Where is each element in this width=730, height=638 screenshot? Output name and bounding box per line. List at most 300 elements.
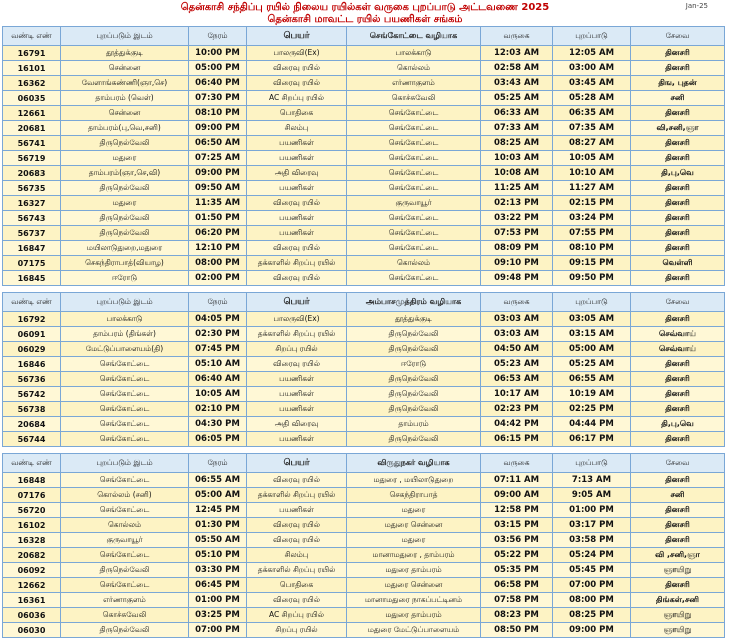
train-number-cell: 56738 — [3, 402, 61, 417]
column-header-departure: புறப்பாடு — [553, 293, 631, 312]
origin-cell: செங்கோட்டை — [61, 548, 189, 563]
departure-time-cell: 06:05 PM — [189, 432, 247, 447]
service-days-cell: தினசரி — [631, 151, 725, 166]
service-days-cell: தினசரி — [631, 402, 725, 417]
origin-cell: திருநெல்வேலி — [61, 181, 189, 196]
arrival-cell: 10:17 AM — [481, 387, 553, 402]
train-number-cell: 06029 — [3, 342, 61, 357]
destination-cell: செகந்திராபாத் — [347, 488, 481, 503]
service-days-cell: செவ்வாய் — [631, 342, 725, 357]
origin-cell: செங்கோட்டை — [61, 473, 189, 488]
train-name-cell: விரைவு ரயில் — [247, 593, 347, 608]
train-number-cell: 07176 — [3, 488, 61, 503]
arrival-cell: 12:58 PM — [481, 503, 553, 518]
train-name-cell: பயணிகள் — [247, 387, 347, 402]
train-number-cell: 16846 — [3, 357, 61, 372]
service-days-cell: தினசரி — [631, 196, 725, 211]
column-header-departure-time: நேரம் — [189, 27, 247, 46]
service-days-cell: தினசரி — [631, 136, 725, 151]
destination-cell: செங்கோட்டை — [347, 271, 481, 286]
table-row — [3, 46, 725, 61]
destination-cell: மதுரை — [347, 503, 481, 518]
section-spacer — [3, 447, 725, 454]
origin-cell: செகந்திராபாத்(வியாழ) — [61, 256, 189, 271]
departure-time-cell: 09:00 PM — [189, 121, 247, 136]
departure-time-cell: 06:20 PM — [189, 226, 247, 241]
origin-cell: வேளாங்கண்ணி(ஞா,செ) — [61, 76, 189, 91]
table-row — [3, 387, 725, 402]
service-days-cell: செவ்வாய் — [631, 327, 725, 342]
train-name-cell: அதி விரைவு — [247, 417, 347, 432]
departure-time-cell: 02:30 PM — [189, 327, 247, 342]
departure-time-cell: 04:30 PM — [189, 417, 247, 432]
train-name-cell: தக்காளில் சிறப்பு ரயில் — [247, 563, 347, 578]
departure-time-cell: 07:45 PM — [189, 342, 247, 357]
departure-cell: 10:05 AM — [553, 151, 631, 166]
origin-cell: செங்கோட்டை — [61, 503, 189, 518]
departure-cell: 05:28 AM — [553, 91, 631, 106]
column-header-service-days: சேவை — [631, 293, 725, 312]
origin-cell: திருநெல்வேலி — [61, 623, 189, 638]
train-name-cell: பயணிகள் — [247, 503, 347, 518]
departure-cell: 08:25 PM — [553, 608, 631, 623]
service-days-cell: வி ,சனி,ஞா — [631, 548, 725, 563]
arrival-cell: 03:43 AM — [481, 76, 553, 91]
table-row — [3, 432, 725, 447]
service-days-cell: தினசரி — [631, 357, 725, 372]
train-name-cell: விரைவு ரயில் — [247, 241, 347, 256]
column-header-destination: செங்கோட்டை வழியாக — [347, 27, 481, 46]
destination-cell: திருநெல்வேலி — [347, 342, 481, 357]
train-name-cell: பயணிகள் — [247, 151, 347, 166]
train-number-cell: 56735 — [3, 181, 61, 196]
origin-cell: பாலக்காடு — [61, 312, 189, 327]
train-name-cell: பயணிகள் — [247, 372, 347, 387]
origin-cell: திருநெல்வேலி — [61, 211, 189, 226]
departure-time-cell: 05:00 AM — [189, 488, 247, 503]
section-spacer — [3, 286, 725, 293]
departure-cell: 08:00 PM — [553, 593, 631, 608]
train-name-cell: பொதிகை — [247, 106, 347, 121]
departure-time-cell: 07:00 PM — [189, 623, 247, 638]
destination-cell: கொல்லம் — [347, 256, 481, 271]
table-row — [3, 256, 725, 271]
timetable — [2, 26, 725, 638]
train-name-cell: பயணிகள் — [247, 181, 347, 196]
train-number-cell: 16848 — [3, 473, 61, 488]
destination-cell: திருநெல்வேலி — [347, 372, 481, 387]
departure-cell: 03:58 PM — [553, 533, 631, 548]
table-row — [3, 578, 725, 593]
table-row — [3, 312, 725, 327]
column-header-destination: விருதுநகர் வழியாக — [347, 454, 481, 473]
train-number-cell: 16328 — [3, 533, 61, 548]
departure-time-cell: 06:40 AM — [189, 372, 247, 387]
train-number-cell: 06035 — [3, 91, 61, 106]
departure-cell: 07:00 PM — [553, 578, 631, 593]
departure-time-cell: 02:00 PM — [189, 271, 247, 286]
column-header-train-number: வண்டி எண் — [3, 293, 61, 312]
origin-cell: மேட்டுப்பாளையம்(தி) — [61, 342, 189, 357]
train-name-cell: விரைவு ரயில் — [247, 76, 347, 91]
destination-cell: தூத்துக்குடி — [347, 312, 481, 327]
origin-cell: மயிலாடுதுறை,மதுரை — [61, 241, 189, 256]
origin-cell: செங்கோட்டை — [61, 417, 189, 432]
table-row — [3, 226, 725, 241]
arrival-cell: 10:03 AM — [481, 151, 553, 166]
departure-cell: 05:45 PM — [553, 563, 631, 578]
origin-cell: தூத்துக்குடி — [61, 46, 189, 61]
train-number-cell: 16102 — [3, 518, 61, 533]
train-number-cell: 56720 — [3, 503, 61, 518]
train-name-cell: அதி விரைவு — [247, 166, 347, 181]
table-row — [3, 121, 725, 136]
departure-time-cell: 05:10 PM — [189, 548, 247, 563]
destination-cell: மானாமதுரை , தாம்பரம் — [347, 548, 481, 563]
destination-cell: மதுரை தாம்பரம் — [347, 563, 481, 578]
train-number-cell: 06036 — [3, 608, 61, 623]
train-name-cell: தக்காளில் சிறப்பு ரயில் — [247, 327, 347, 342]
table-row — [3, 563, 725, 578]
arrival-cell: 08:50 PM — [481, 623, 553, 638]
train-name-cell: விரைவு ரயில் — [247, 271, 347, 286]
departure-time-cell: 03:30 PM — [189, 563, 247, 578]
service-days-cell: ஞாயிறு — [631, 608, 725, 623]
page-subtitle: தென்காசி மாவட்ட ரயில் பயணிகள் சங்கம் — [267, 14, 463, 25]
train-name-cell: பயணிகள் — [247, 432, 347, 447]
train-name-cell: பயணிகள் — [247, 136, 347, 151]
train-number-cell: 07175 — [3, 256, 61, 271]
destination-cell: பாலக்காடு — [347, 46, 481, 61]
destination-cell: திருநெல்வேலி — [347, 402, 481, 417]
arrival-cell: 08:09 PM — [481, 241, 553, 256]
service-days-cell: திங, புதன் — [631, 76, 725, 91]
service-days-cell: தினசரி — [631, 473, 725, 488]
departure-cell: 05:25 AM — [553, 357, 631, 372]
service-days-cell: தினசரி — [631, 61, 725, 76]
origin-cell: செங்கோட்டை — [61, 432, 189, 447]
destination-cell: கொச்சுவேலி — [347, 91, 481, 106]
arrival-cell: 04:42 PM — [481, 417, 553, 432]
column-header-origin: புறப்படும் இடம் — [61, 27, 189, 46]
departure-time-cell: 03:25 PM — [189, 608, 247, 623]
departure-time-cell: 12:45 PM — [189, 503, 247, 518]
train-name-cell: சிறப்பு ரயில் — [247, 623, 347, 638]
service-days-cell: தினசரி — [631, 387, 725, 402]
table-row — [3, 473, 725, 488]
train-name-cell: சிலம்பு — [247, 121, 347, 136]
column-header-departure-time: நேரம் — [189, 454, 247, 473]
column-header-train-number: வண்டி எண் — [3, 27, 61, 46]
departure-time-cell: 11:35 AM — [189, 196, 247, 211]
departure-time-cell: 01:30 PM — [189, 518, 247, 533]
departure-cell: 02:15 PM — [553, 196, 631, 211]
arrival-cell: 03:56 PM — [481, 533, 553, 548]
departure-time-cell: 07:30 PM — [189, 91, 247, 106]
service-days-cell: தினசரி — [631, 372, 725, 387]
service-days-cell: சனி — [631, 488, 725, 503]
arrival-cell: 03:15 PM — [481, 518, 553, 533]
table-row — [3, 181, 725, 196]
origin-cell: குருவாயூர் — [61, 533, 189, 548]
arrival-cell: 06:33 AM — [481, 106, 553, 121]
departure-cell: 06:17 PM — [553, 432, 631, 447]
arrival-cell: 05:25 AM — [481, 91, 553, 106]
departure-time-cell: 08:10 PM — [189, 106, 247, 121]
service-days-cell: ஞாயிறு — [631, 623, 725, 638]
departure-time-cell: 09:50 AM — [189, 181, 247, 196]
departure-cell: 07:55 PM — [553, 226, 631, 241]
departure-cell: 7:13 AM — [553, 473, 631, 488]
column-header-train-name: பெயர் — [247, 27, 347, 46]
train-number-cell: 56743 — [3, 211, 61, 226]
departure-cell: 03:17 PM — [553, 518, 631, 533]
arrival-cell: 07:58 PM — [481, 593, 553, 608]
departure-cell: 01:00 PM — [553, 503, 631, 518]
column-header-arrival: வருகை — [481, 293, 553, 312]
departure-time-cell: 08:00 PM — [189, 256, 247, 271]
train-name-cell: விரைவு ரயில் — [247, 196, 347, 211]
arrival-cell: 05:35 PM — [481, 563, 553, 578]
table-row — [3, 503, 725, 518]
departure-time-cell: 10:05 AM — [189, 387, 247, 402]
service-days-cell: தினசரி — [631, 226, 725, 241]
departure-cell: 03:24 PM — [553, 211, 631, 226]
train-number-cell: 16845 — [3, 271, 61, 286]
service-days-cell: தினசரி — [631, 578, 725, 593]
train-number-cell: 06092 — [3, 563, 61, 578]
origin-cell: கொச்சுவேலி — [61, 608, 189, 623]
departure-cell: 10:19 AM — [553, 387, 631, 402]
departure-time-cell: 10:00 PM — [189, 46, 247, 61]
origin-cell: செங்கோட்டை — [61, 357, 189, 372]
table-row — [3, 402, 725, 417]
table-row — [3, 372, 725, 387]
date-tag: Jan-25 — [685, 2, 708, 10]
destination-cell: மதுரை மேட்டுப்பாளையம் — [347, 623, 481, 638]
departure-cell: 03:15 AM — [553, 327, 631, 342]
service-days-cell: தினசரி — [631, 503, 725, 518]
service-days-cell: திங்கள்,சனி — [631, 593, 725, 608]
table-row — [3, 417, 725, 432]
departure-cell: 06:35 AM — [553, 106, 631, 121]
departure-cell: 04:44 PM — [553, 417, 631, 432]
destination-cell: செங்கோட்டை — [347, 121, 481, 136]
column-header-origin: புறப்படும் இடம் — [61, 293, 189, 312]
destination-cell: செங்கோட்டை — [347, 241, 481, 256]
destination-cell: செங்கோட்டை — [347, 106, 481, 121]
train-number-cell: 56737 — [3, 226, 61, 241]
arrival-cell: 02:23 PM — [481, 402, 553, 417]
departure-cell: 06:55 AM — [553, 372, 631, 387]
train-number-cell: 16847 — [3, 241, 61, 256]
train-number-cell: 16101 — [3, 61, 61, 76]
service-days-cell: ஞாயிறு — [631, 563, 725, 578]
arrival-cell: 03:03 AM — [481, 327, 553, 342]
table-row — [3, 623, 725, 638]
origin-cell: தாம்பரம்(ஞா,செ,வி) — [61, 166, 189, 181]
arrival-cell: 07:53 PM — [481, 226, 553, 241]
train-name-cell: விரைவு ரயில் — [247, 473, 347, 488]
departure-time-cell: 01:00 PM — [189, 593, 247, 608]
train-name-cell: AC சிறப்பு ரயில் — [247, 608, 347, 623]
train-name-cell: தக்காளில் சிறப்பு ரயில் — [247, 488, 347, 503]
train-number-cell: 12661 — [3, 106, 61, 121]
train-number-cell: 20683 — [3, 166, 61, 181]
arrival-cell: 11:25 AM — [481, 181, 553, 196]
service-days-cell: தி,பு,வெ — [631, 166, 725, 181]
departure-time-cell: 01:50 PM — [189, 211, 247, 226]
column-header-destination: அம்பாசமுத்திரம் வழியாக — [347, 293, 481, 312]
train-name-cell: பயணிகள் — [247, 402, 347, 417]
departure-cell: 10:10 AM — [553, 166, 631, 181]
column-header-arrival: வருகை — [481, 454, 553, 473]
departure-time-cell: 04:05 PM — [189, 312, 247, 327]
departure-cell: 09:50 PM — [553, 271, 631, 286]
origin-cell: சென்னை — [61, 106, 189, 121]
train-number-cell: 12662 — [3, 578, 61, 593]
arrival-cell: 06:58 PM — [481, 578, 553, 593]
train-number-cell: 56742 — [3, 387, 61, 402]
departure-time-cell: 12:10 PM — [189, 241, 247, 256]
train-number-cell: 16362 — [3, 76, 61, 91]
departure-time-cell: 05:10 AM — [189, 357, 247, 372]
destination-cell: மதுரை தாம்பரம் — [347, 608, 481, 623]
table-row — [3, 76, 725, 91]
train-number-cell: 20682 — [3, 548, 61, 563]
destination-cell: திருநெல்வேலி — [347, 327, 481, 342]
section-header — [3, 454, 725, 473]
service-days-cell: வெள்ளி — [631, 256, 725, 271]
column-header-arrival: வருகை — [481, 27, 553, 46]
departure-time-cell: 06:40 PM — [189, 76, 247, 91]
departure-cell: 11:27 AM — [553, 181, 631, 196]
departure-time-cell: 02:10 PM — [189, 402, 247, 417]
origin-cell: கொல்லம் — [61, 518, 189, 533]
destination-cell: செங்கோட்டை — [347, 151, 481, 166]
origin-cell: திருநெல்வேலி — [61, 136, 189, 151]
train-number-cell: 06030 — [3, 623, 61, 638]
train-name-cell: விரைவு ரயில் — [247, 518, 347, 533]
service-days-cell: தினசரி — [631, 211, 725, 226]
origin-cell: மதுரை — [61, 151, 189, 166]
train-number-cell: 20681 — [3, 121, 61, 136]
origin-cell: செங்கோட்டை — [61, 578, 189, 593]
departure-cell: 03:00 AM — [553, 61, 631, 76]
destination-cell: மதுரை சென்னை — [347, 518, 481, 533]
column-header-train-number: வண்டி எண் — [3, 454, 61, 473]
train-name-cell: தக்காளில் சிறப்பு ரயில் — [247, 256, 347, 271]
destination-cell: செங்கோட்டை — [347, 226, 481, 241]
table-row — [3, 608, 725, 623]
destination-cell: செங்கோட்டை — [347, 181, 481, 196]
origin-cell: தாம்பரம் (திங்கள்) — [61, 327, 189, 342]
origin-cell: செங்கோட்டை — [61, 387, 189, 402]
service-days-cell: தினசரி — [631, 241, 725, 256]
column-header-service-days: சேவை — [631, 454, 725, 473]
departure-cell: 09:00 PM — [553, 623, 631, 638]
train-number-cell: 16792 — [3, 312, 61, 327]
service-days-cell: தினசரி — [631, 432, 725, 447]
destination-cell: எர்ணாகுளம் — [347, 76, 481, 91]
page-title: தென்காசி சந்திப்பு ரயில் நிலைய ரயில்கள் வருகை புறப்பாடு அட்டவணை 2025 — [180, 2, 550, 13]
destination-cell: மதுரை சென்னை — [347, 578, 481, 593]
table-row — [3, 488, 725, 503]
train-number-cell: 06091 — [3, 327, 61, 342]
arrival-cell: 07:11 AM — [481, 473, 553, 488]
arrival-cell: 03:03 AM — [481, 312, 553, 327]
column-header-departure-time: நேரம் — [189, 293, 247, 312]
train-name-cell: பாலருவி(Ex) — [247, 46, 347, 61]
page-header — [0, 0, 730, 26]
destination-cell: மானாமதுரை நாகப்பட்டினம் — [347, 593, 481, 608]
arrival-cell: 03:22 PM — [481, 211, 553, 226]
table-row — [3, 136, 725, 151]
train-name-cell: விரைவு ரயில் — [247, 533, 347, 548]
train-number-cell: 16361 — [3, 593, 61, 608]
destination-cell: தாம்பரம் — [347, 417, 481, 432]
departure-time-cell: 07:25 AM — [189, 151, 247, 166]
origin-cell: திருநெல்வேலி — [61, 563, 189, 578]
departure-cell: 9:05 AM — [553, 488, 631, 503]
arrival-cell: 10:08 AM — [481, 166, 553, 181]
table-row — [3, 166, 725, 181]
destination-cell: மதுரை , மயிலாடுதுறை — [347, 473, 481, 488]
arrival-cell: 08:25 AM — [481, 136, 553, 151]
table-row — [3, 342, 725, 357]
section-header — [3, 27, 725, 46]
table-row — [3, 327, 725, 342]
origin-cell: கொல்லம் (சனி) — [61, 488, 189, 503]
destination-cell: செங்கோட்டை — [347, 211, 481, 226]
column-header-departure: புறப்பாடு — [553, 27, 631, 46]
departure-time-cell: 05:00 PM — [189, 61, 247, 76]
arrival-cell: 09:00 AM — [481, 488, 553, 503]
arrival-cell: 02:13 PM — [481, 196, 553, 211]
departure-cell: 09:15 PM — [553, 256, 631, 271]
destination-cell: திருநெல்வேலி — [347, 432, 481, 447]
train-number-cell: 56744 — [3, 432, 61, 447]
origin-cell: செங்கோட்டை — [61, 372, 189, 387]
table-row — [3, 241, 725, 256]
train-number-cell: 56741 — [3, 136, 61, 151]
train-number-cell: 56719 — [3, 151, 61, 166]
service-days-cell: தினசரி — [631, 533, 725, 548]
departure-cell: 07:35 AM — [553, 121, 631, 136]
origin-cell: தாம்பரம் (வெள்) — [61, 91, 189, 106]
table-row — [3, 106, 725, 121]
arrival-cell: 12:03 AM — [481, 46, 553, 61]
arrival-cell: 02:58 AM — [481, 61, 553, 76]
arrival-cell: 05:23 AM — [481, 357, 553, 372]
arrival-cell: 08:23 PM — [481, 608, 553, 623]
column-header-train-name: பெயர் — [247, 293, 347, 312]
arrival-cell: 05:22 PM — [481, 548, 553, 563]
section-header — [3, 293, 725, 312]
arrival-cell: 06:53 AM — [481, 372, 553, 387]
table-row — [3, 357, 725, 372]
origin-cell: சென்னை — [61, 61, 189, 76]
arrival-cell: 09:10 PM — [481, 256, 553, 271]
column-header-departure: புறப்பாடு — [553, 454, 631, 473]
departure-cell: 02:25 PM — [553, 402, 631, 417]
destination-cell: கொல்லம் — [347, 61, 481, 76]
service-days-cell: வி,சனி,ஞா — [631, 121, 725, 136]
destination-cell: செங்கோட்டை — [347, 136, 481, 151]
departure-time-cell: 06:50 AM — [189, 136, 247, 151]
origin-cell: எர்ணாகுளம் — [61, 593, 189, 608]
train-name-cell: விரைவு ரயில் — [247, 61, 347, 76]
